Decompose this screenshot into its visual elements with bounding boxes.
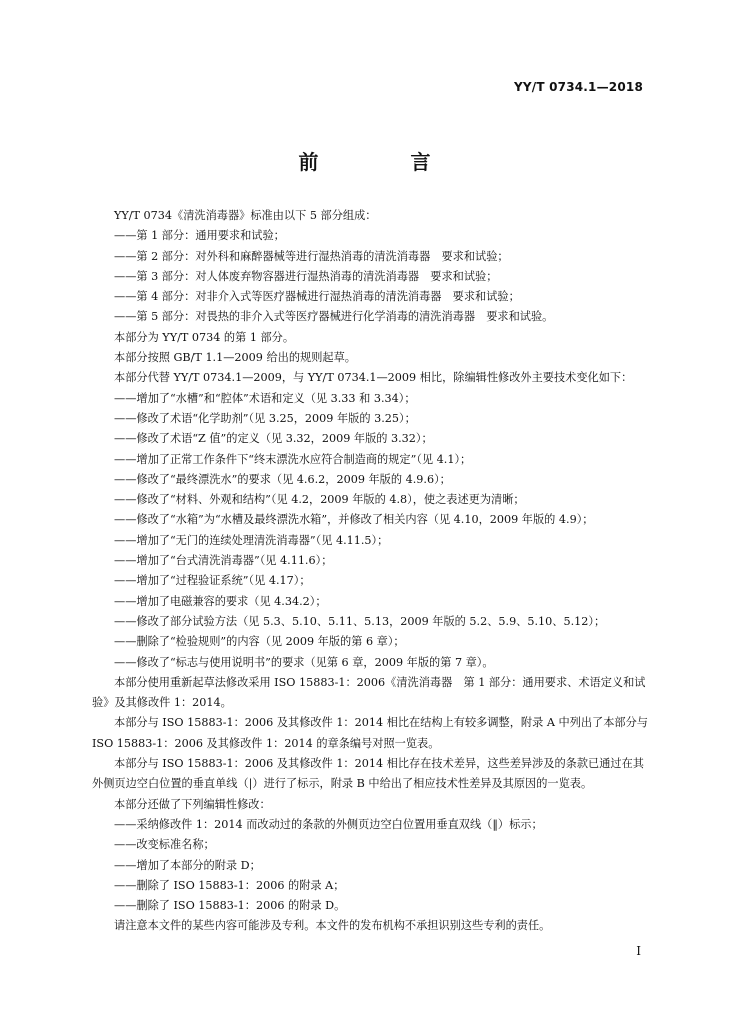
list-item: ——删除了 ISO 15883-1：2006 的附录 A； [114, 878, 345, 892]
list-item: ——删除了“检验规则”的内容（见 2009 年版的第 6 章）； [114, 635, 405, 649]
paragraph: 本部分代替 YY/T 0734.1—2009，与 YY/T 0734.1—2009 相比，除编辑性修改外主要技术变化如下： [114, 371, 633, 385]
paragraph: 本部分按照 GB/T 1.1—2009 给出的规则起草。 [114, 351, 356, 365]
list-item: ——增加了“过程验证系统”（见 4.17）； [114, 574, 311, 588]
paragraph: 本部分与 ISO 15883-1：2006 及其修改件 1：2014 相比存在技术差异，这些差异涉及的条款已通过在其外侧页边空白位置的垂直单线（|）进行了标示，附录 B 中给出了相应技术性差异及其原因的一览表。 [92, 757, 644, 791]
document-body [92, 206, 652, 937]
paragraph: YY/T 0734《清洗消毒器》标准由以下 5 部分组成： [114, 209, 377, 222]
list-item: ——第 2 部分：对外科和麻醉器械等进行湿热消毒的清洗消毒器 要求和试验； [114, 249, 509, 263]
list-item: ——增加了电磁兼容的要求（见 4.34.2）； [114, 594, 327, 608]
list-item: ——修改了术语“Z 值”的定义（见 3.32，2009 年版的 3.32）； [114, 432, 433, 446]
paragraph: 请注意本文件的某些内容可能涉及专利。本文件的发布机构不承担识别这些专利的责任。 [114, 919, 551, 933]
list-item: ——修改了“水箱”为“水槽及最终漂洗水箱”，并修改了相关内容（见 4.10，2009 年版的 4.9）； [114, 513, 594, 527]
list-item: ——修改了术语“化学助剂”（见 3.25，2009 年版的 3.25）； [114, 411, 416, 425]
list-item: ——第 4 部分：对非介入式等医疗器械进行湿热消毒的清洗消毒器 要求和试验； [114, 290, 520, 304]
page-number: I [636, 944, 641, 958]
paragraph: 本部分使用重新起草法修改采用 ISO 15883-1：2006《清洗消毒器 第 1 部分：通用要求、术语定义和试验》及其修改件 1：2014。 [92, 675, 646, 710]
paragraph: 本部分与 ISO 15883-1：2006 及其修改件 1：2014 相比在结构上有较多调整，附录 A 中列出了本部分与 ISO 15883-1：2006 及其修改件 1：2014 的章条编号对照一览表。 [92, 716, 648, 750]
list-item: ——增加了“台式清洗消毒器”（见 4.11.6）； [114, 554, 333, 568]
list-item: ——修改了部分试验方法（见 5.3、5.10、5.11、5.13，2009 年版的 5.2、5.9、5.10、5.12）； [114, 614, 606, 628]
list-item: ——第 3 部分：对人体废弃物容器进行湿热消毒的清洗消毒器 要求和试验； [114, 269, 498, 283]
paragraph: 本部分还做了下列编辑性修改： [114, 797, 271, 811]
list-item: ——修改了“最终漂洗水”的要求（见 4.6.2，2009 年版的 4.9.6）； [114, 472, 451, 486]
list-item: ——增加了本部分的附录 D； [114, 858, 261, 872]
list-item: ——增加了“水槽”和“腔体”术语和定义（见 3.33 和 3.34）； [114, 391, 416, 405]
list-item: ——修改了“材料、外观和结构”（见 4.2，2009 年版的 4.8），使之表述更为清晰； [114, 493, 525, 507]
list-item: ——改变标准名称； [114, 838, 215, 852]
list-item: ——增加了“无门的连续处理清洗消毒器”（见 4.11.5）； [114, 533, 389, 547]
list-item: ——第 1 部分：通用要求和试验； [114, 229, 285, 243]
list-item: ——采纳修改件 1：2014 而改动过的条款的外侧页边空白位置用垂直双线（‖）标示； [114, 817, 543, 831]
list-item: ——增加了正常工作条件下“终末漂洗水应符合制造商的规定”（见 4.1）； [114, 452, 472, 466]
standard-code: YY/T 0734.1—2018 [513, 80, 643, 94]
list-item: ——删除了 ISO 15883-1：2006 的附录 D。 [114, 899, 346, 913]
list-item: ——第 5 部分：对畏热的非介入式等医疗器械进行化学消毒的清洗消毒器 要求和试验。 [114, 310, 554, 324]
paragraph: 本部分为 YY/T 0734 的第 1 部分。 [114, 330, 295, 344]
list-item: ——修改了“标志与使用说明书”的要求（见第 6 章，2009 年版的第 7 章）。 [114, 655, 494, 669]
page-title: 前 言 [298, 150, 467, 174]
